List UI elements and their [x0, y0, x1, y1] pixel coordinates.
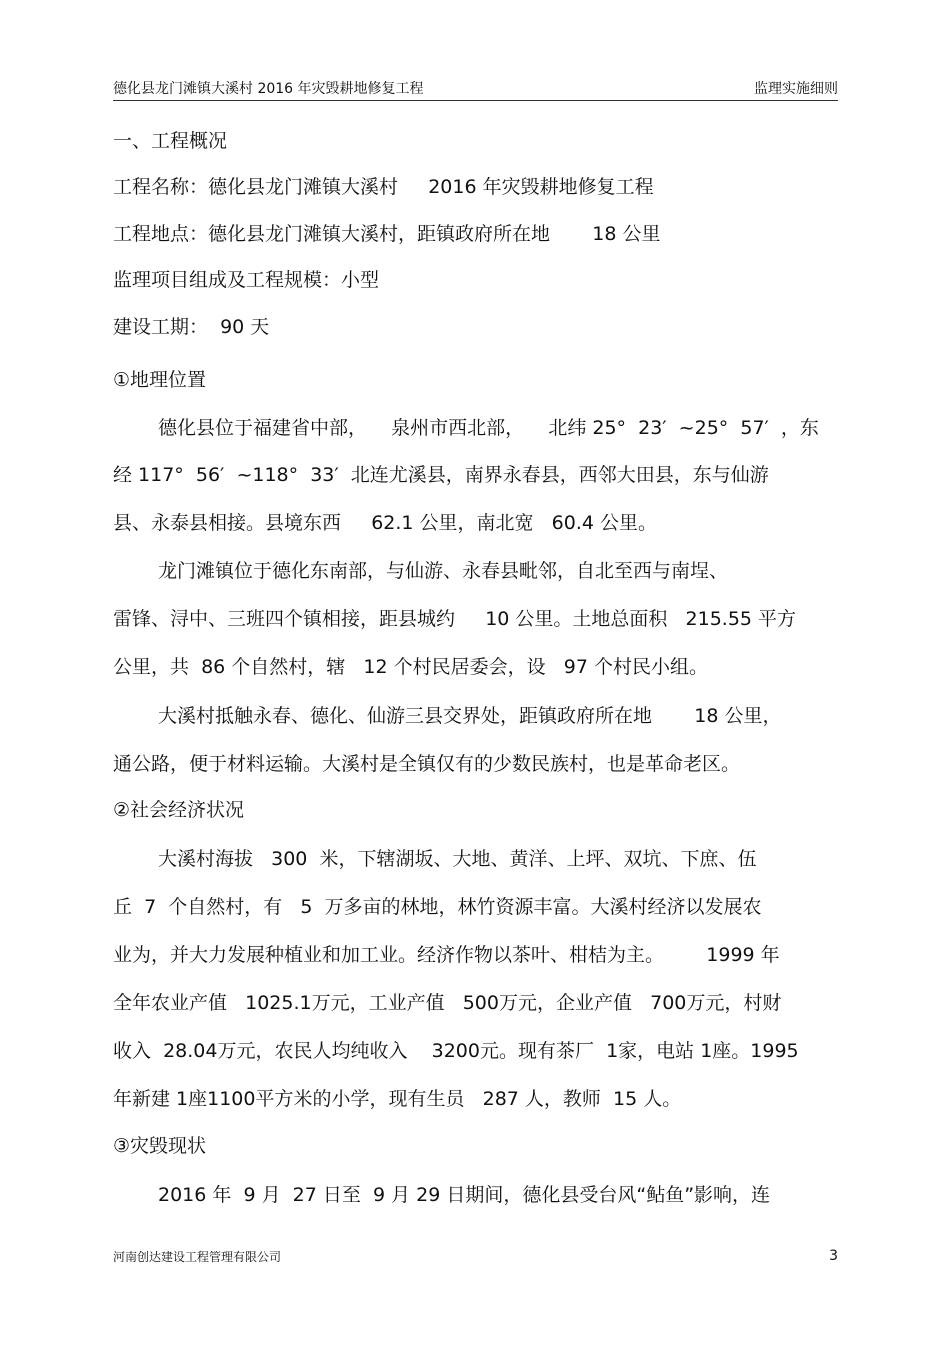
construction-period: 建设工期： 90 天: [113, 316, 270, 338]
footer-company: 河南创达建设工程管理有限公司: [113, 1250, 282, 1264]
geo-title: ①地理位置: [113, 369, 207, 391]
economy-p1-line4: 全年农业产值 1025.1万元，工业产值 500万元，企业产值 700万元，村财: [113, 992, 782, 1014]
page-header: [113, 74, 838, 101]
page-number: 3: [829, 1248, 838, 1264]
section-title: 一、工程概况: [113, 130, 228, 152]
geo-p1-line2: 经 117° 56′ ~118° 33′ 北连尤溪县，南界永春县，西邻大田县，东与仙游: [113, 464, 769, 486]
geo-p2-line3: 公里，共 86 个自然村，辖 12 个村民居委会，设 97 个村民小组。: [113, 656, 708, 678]
economy-p1-line6: 年新建 1座1100平方米的小学，现有生员 287 人，教师 15 人。: [113, 1088, 682, 1110]
economy-title: ②社会经济状况: [113, 799, 245, 821]
damage-p1-line1: 2016 年 9 月 27 日至 9 月 29 日期间，德化县受台风“鲇鱼”影响，连: [158, 1184, 771, 1206]
economy-p1-line2: 丘 7 个自然村，有 5 万多亩的林地，林竹资源丰富。大溪村经济以发展农: [113, 896, 762, 918]
economy-p1-line1: 大溪村海拔 300 米，下辖湖坂、大地、黄洋、上坪、双坑、下庶、伍: [158, 848, 757, 870]
geo-p1-line1: 德化县位于福建省中部， 泉州市西北部， 北纬 25° 23′ ~25° 57′ ，东: [158, 417, 819, 439]
header-title: 德化县龙门滩镇大溪村 2016 年灾毁耕地修复工程: [113, 81, 424, 97]
geo-p2-line2: 雷锋、浔中、三班四个镇相接，距县城约 10 公里。土地总面积 215.55 平方: [113, 608, 797, 630]
project-scale: 监理项目组成及工程规模：小型: [113, 269, 380, 291]
project-name: 工程名称：德化县龙门滩镇大溪村 2016 年灾毁耕地修复工程: [113, 176, 654, 198]
page-footer: [113, 1248, 838, 1265]
geo-p1-line3: 县、永泰县相接。县境东西 62.1 公里，南北宽 60.4 公里。: [113, 512, 658, 534]
geo-p3-line2: 通公路，便于材料运输。大溪村是全镇仅有的少数民族村，也是革命老区。: [113, 753, 741, 775]
project-location: 工程地点：德化县龙门滩镇大溪村，距镇政府所在地 18 公里: [113, 223, 661, 245]
geo-p2-line1: 龙门滩镇位于德化东南部，与仙游、永春县毗邻，自北至西与南埕、: [158, 560, 729, 582]
geo-p3-line1: 大溪村抵触永春、德化、仙游三县交界处，距镇政府所在地 18 公里，: [158, 705, 782, 727]
economy-p1-line3: 业为，并大力发展种植业和加工业。经济作物以茶叶、柑桔为主。 1999 年: [113, 944, 780, 966]
economy-p1-line5: 收入 28.04万元，农民人均纯收入 3200元。现有茶厂 1家，电站 1座。1995: [113, 1040, 799, 1062]
header-doc-type: 监理实施细则: [754, 81, 838, 97]
damage-title: ③灾毁现状: [113, 1135, 207, 1157]
